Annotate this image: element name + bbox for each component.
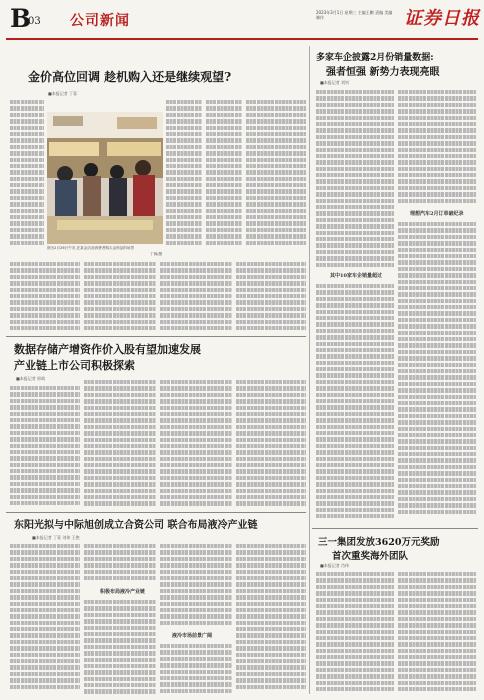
bottom-byline: ■本报记者 丁蓉 刘伟 王艳 — [32, 535, 80, 540]
right-top-subhead-2: 理想汽车2月订单破纪录 — [410, 211, 464, 217]
right-bottom-text-col1 — [316, 570, 394, 694]
bottom-text-col2a — [84, 542, 156, 586]
bottom-divider — [6, 512, 306, 513]
right-top-text-col1b — [316, 282, 394, 522]
bottom-subhead-2: 液冷市场前景广阔 — [172, 633, 213, 639]
lead-text-bottom2 — [84, 260, 156, 332]
lead-text-col3 — [206, 98, 242, 248]
masthead-logo: 证券日报 — [404, 8, 480, 29]
right-bottom-headline-1: 三一集团发放3620万元奖励 — [318, 537, 440, 548]
right-top-text-col2 — [398, 88, 476, 208]
lead-text-bottom4 — [236, 260, 306, 332]
lead-text-col2 — [166, 98, 202, 248]
bottom-text-col3a — [160, 542, 232, 630]
mid-byline: ■本报记者 邢萌 — [16, 376, 46, 381]
lead-byline: ■本报记者 丁蓉 — [48, 91, 78, 96]
mid-headline-2: 产业链上市公司积极探索 — [14, 359, 135, 372]
right-top-text-col1 — [316, 88, 394, 270]
mid-text-col2 — [84, 378, 156, 508]
lead-text-bottom3 — [160, 260, 232, 332]
right-top-headline-2: 强者恒强 新势力表现亮眼 — [326, 67, 440, 78]
lead-text-bottom1 — [10, 260, 80, 332]
right-top-text-col2b — [398, 220, 476, 520]
bottom-text-col2b — [84, 598, 156, 694]
mid-text-col4 — [236, 378, 306, 508]
bottom-headline: 东阳光拟与中际旭创成立合资公司 联合布局液冷产业链 — [14, 520, 258, 531]
header-rule — [6, 38, 478, 40]
page-number: 03 — [28, 16, 41, 27]
right-top-headline-1: 多家车企披露2月份销量数据: — [316, 53, 434, 63]
column-divider — [309, 46, 310, 694]
mid-text-col3 — [160, 378, 232, 508]
page-letter: B — [10, 4, 32, 33]
right-top-byline: ■本报记者 刘钊 — [320, 80, 350, 85]
right-bottom-byline: ■本报记者 肖伟 — [320, 563, 350, 568]
lead-text-col1 — [10, 98, 44, 248]
lead-photo — [47, 112, 163, 244]
lead-photo-caption: 图为2月26日午市,在某金店前消费者购买金饰品的场景 — [47, 246, 135, 250]
lead-headline: 金价高位回调 趁机购入还是继续观望? — [28, 70, 232, 84]
bottom-text-col3b — [160, 642, 232, 694]
issue-info: 2023年3月1日 星期三 主编王鹏 责编 美编 制作 — [316, 10, 393, 20]
section-title: 公司新闻 — [70, 13, 130, 29]
mid-divider — [6, 336, 306, 337]
bottom-subhead-1: 积极布局液冷产业链 — [100, 589, 146, 595]
lead-photo-credit: 丁蓉/摄 — [150, 252, 162, 256]
right-divider — [312, 528, 478, 529]
right-top-subhead-1: 其中10家车企销量超过 — [330, 273, 382, 279]
lead-text-col4 — [246, 98, 306, 248]
right-bottom-text-col2 — [398, 570, 476, 694]
right-bottom-headline-2: 首次重奖海外团队 — [332, 551, 409, 562]
mid-text-col1 — [10, 384, 80, 508]
bottom-text-col1 — [10, 542, 80, 694]
mid-headline-1: 数据存储产增资作价入股有望加速发展 — [14, 343, 201, 356]
bottom-text-col4 — [236, 542, 306, 694]
